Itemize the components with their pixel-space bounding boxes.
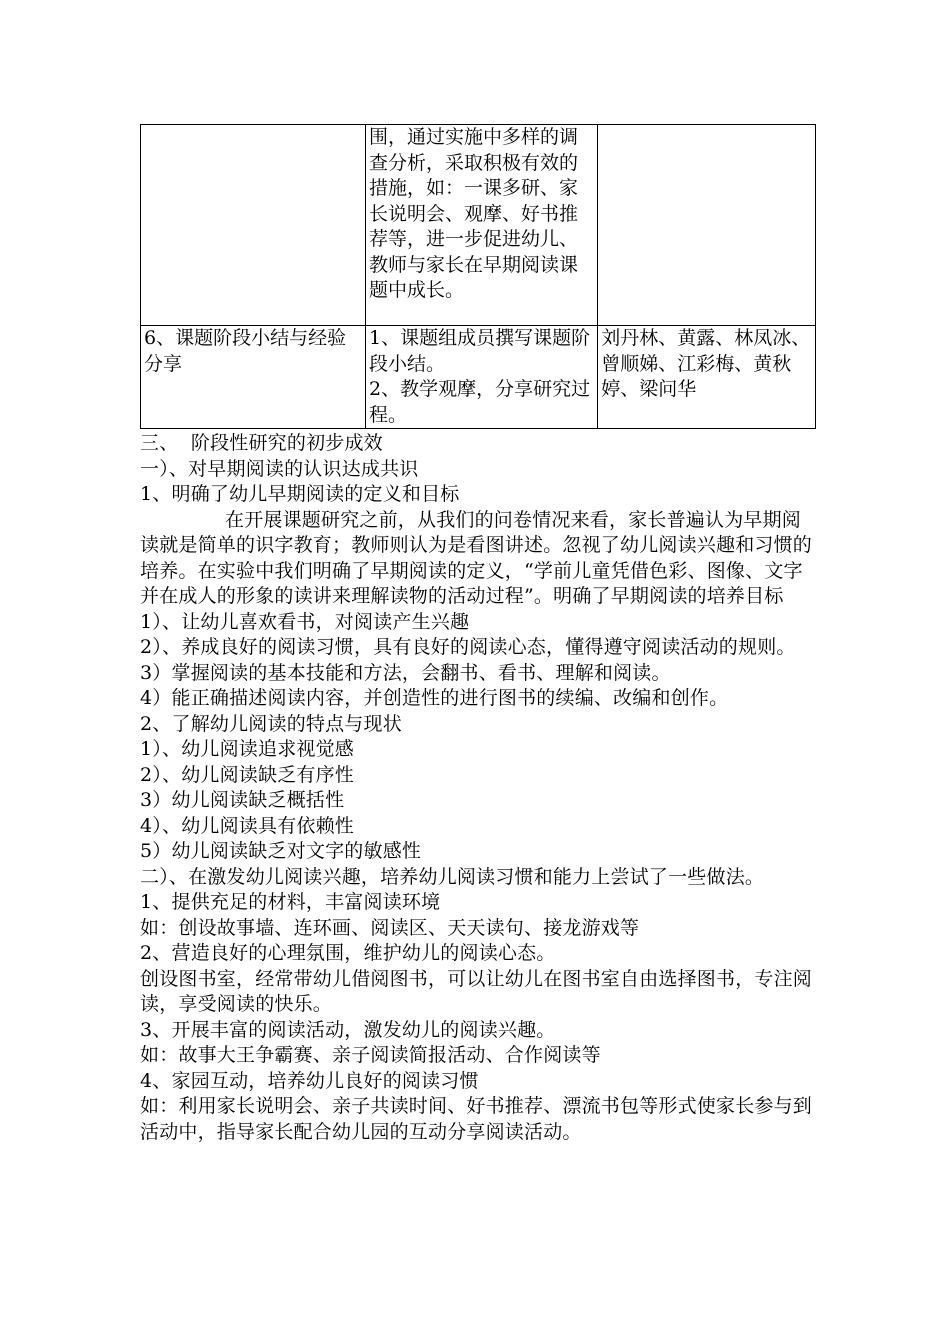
paragraph: 如：利用家长说明会、亲子共读时间、好书推荐、漂流书包等形式使家长参与到活动中，指导家长配合幼儿园的互动分享阅读活动。 (140, 1095, 813, 1143)
item-heading: 3、开展丰富的阅读活动，激发幼儿的阅读兴趣。 (140, 1018, 556, 1041)
table-cell-members (598, 125, 816, 326)
table-cell-members: 刘丹林、黄露、林凤冰、曾顺娣、江彩梅、黄秋婷、梁问华 (598, 326, 816, 429)
list-item: 4）、幼儿阅读具有依赖性 (140, 814, 354, 837)
item-heading: 1、提供充足的材料，丰富阅读环境 (140, 891, 441, 913)
table-cell-content: 围，通过实施中多样的调查分析，采取积极有效的措施，如：一课多研、家长说明会、观摩、好书推荐等，进一步促进幼儿、教师与家长在早期阅读课题中成长。 (366, 125, 598, 326)
table-row (141, 326, 816, 429)
table-cell-stage (141, 125, 366, 326)
list-item: 5）幼儿阅读缺乏对文字的敏感性 (140, 840, 422, 862)
subsection-heading: 一）、对早期阅读的认识达成共识 (140, 457, 419, 480)
document-page (140, 124, 820, 1145)
paragraph: 如：故事大王争霸赛、亲子阅读简报活动、合作阅读等 (140, 1044, 601, 1066)
table-cell-stage: 6、课题阶段小结与经验分享 (141, 326, 366, 429)
table-row (141, 125, 816, 326)
list-item: 2）、幼儿阅读缺乏有序性 (140, 763, 354, 786)
list-item: 3）幼儿阅读缺乏概括性 (140, 789, 345, 811)
list-item: 1）、让幼儿喜欢看书，对阅读产生兴趣 (140, 610, 470, 633)
section-heading: 三、 阶段性研究的初步成效 (140, 432, 383, 454)
paragraph: 创设图书室，经常带幼儿借阅图书，可以让幼儿在图书室自由选择图书，专注阅读，享受阅读的快乐。 (140, 967, 813, 1015)
item-heading: 4、家园互动，培养幼儿良好的阅读习惯 (140, 1069, 479, 1092)
table-cell-line: 1、课题组成员撰写课题阶段小结。 (369, 327, 591, 375)
research-plan-table (140, 124, 816, 429)
list-item: 1）、幼儿阅读追求视觉感 (140, 738, 354, 760)
list-item: 2）、养成良好的阅读习惯，具有良好的阅读心态，懂得遵守阅读活动的规则。 (140, 636, 796, 658)
subsection-heading: 二）、在激发幼儿阅读兴趣，培养幼儿阅读习惯和能力上尝试了一些做法。 (140, 865, 765, 888)
paragraph: 如：创设故事墙、连环画、阅读区、天天读句、接龙游戏等 (140, 916, 640, 939)
item-heading: 1、明确了幼儿早期阅读的定义和目标 (140, 483, 460, 505)
document-body (140, 431, 812, 1145)
item-heading: 2、了解幼儿阅读的特点与现状 (140, 712, 402, 735)
table-cell-line: 2、教学观摩，分享研究过程。 (369, 378, 591, 426)
item-heading: 2、营造良好的心理氛围，维护幼儿的阅读心态。 (140, 942, 556, 964)
table-cell-content (366, 326, 598, 429)
list-item: 4）能正确描述阅读内容，并创造性的进行图书的续编、改编和创作。 (140, 687, 729, 709)
list-item: 3）掌握阅读的基本技能和方法，会翻书、看书、理解和阅读。 (140, 661, 671, 684)
paragraph: 在开展课题研究之前，从我们的问卷情况来看，家长普遍认为早期阅读就是简单的识字教育；教师则认为是看图讲述。忽视了幼儿阅读兴趣和习惯的培养。在实验中我们明确了早期阅读的定义，“学前儿童凭借色彩、图像、文字并在成人的形象的读讲来理解读物的活动过程”。明确了早期阅读的培养目标 (140, 508, 813, 607)
